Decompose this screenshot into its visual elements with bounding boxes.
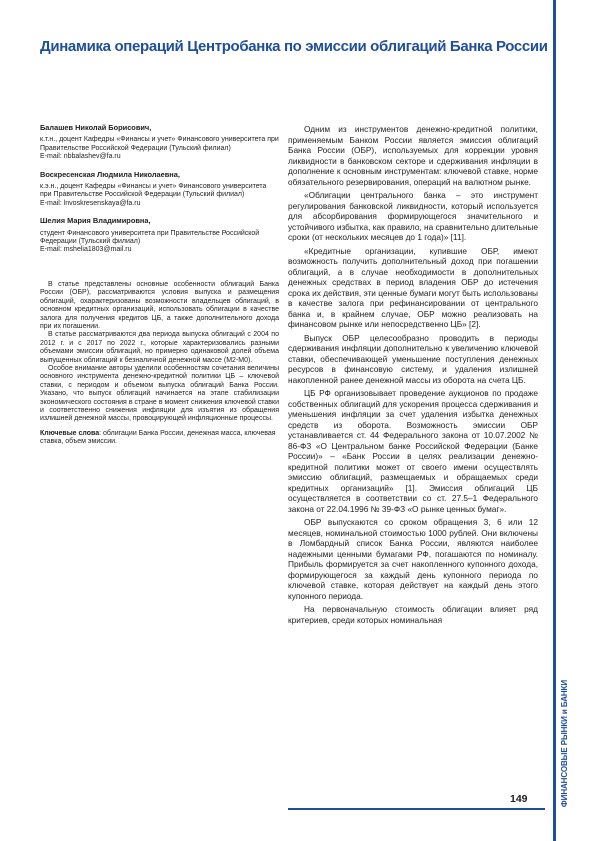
- author-block: [40, 124, 279, 162]
- footer-rule: [288, 808, 545, 810]
- author-name: Балашев Николай Борисович,: [40, 123, 152, 132]
- author-position: студент Финансового университета при Правительстве Российской Федерации (Тульский филиал): [40, 229, 260, 246]
- body-paragraph: Одним из инструментов денежно-кредитной политики, применяемым Банком России является эмиссия облигаций Банка России (ОБР), используемых для коррекции уровня ликвидности в банковском секторе и сдерживания инфляции в дополнение к основным инструментам: ключевой ставке, норме обязательного резервирования, операций на валютном рынке.: [288, 124, 538, 187]
- section-label: ФИНАНСОВЫЕ РЫНКИ и БАНКИ: [560, 680, 569, 808]
- author-position: к.э.н., доцент Кафедры «Финансы и учет» Финансового университета при Правительстве Российской Федерации (Тульский филиал): [40, 183, 267, 199]
- author-email: E-mail: nbbalashev@fa.ru: [40, 153, 121, 161]
- abstract: [40, 281, 279, 424]
- keywords: [40, 430, 279, 447]
- author-block: [40, 217, 279, 255]
- body-paragraph: На первоначальную стоимость облигации влияет ряд критериев, среди которых номинальная: [288, 604, 538, 625]
- abstract-paragraph: В статье представлены основные особенности облигаций Банка России (ОБР), рассматриваются условия выпуска и размещения облигаций, охарактеризованы возможности владельцев облигаций, в основном кредитных организаций, использовать облигации в качестве залога для получения кредитов ЦБ, а также дополнительного дохода при их погашении.: [40, 280, 279, 330]
- author-email: E-mail: mshelia1803@mail.ru: [40, 246, 132, 254]
- abstract-paragraph: Особое внимание авторы уделили особенностям сочетания величины основного инструмента денежно-кредитной политики ЦБ – ключевой ставки, с периодом и объемом выпуска облигаций Банка России. Указано, что выпуск облигаций начинается на этапе стабилизации экономического состояния в стране в момент снижения ключевой ставки и соответственно снижения инфляции для изъятия из обращения излишней денежной массы, провоцирующей инфляционные процессы.: [40, 364, 279, 423]
- abstract-paragraph: В статье рассматриваются два периода выпуска облигаций с 2004 по 2012 г. и с 2017 по 2022 г., которые характеризовались разными объемами эмиссии облигаций, но примерно одинаковой долей объема выпущенных облигаций к безналичной денежной массе (М2-М0).: [40, 331, 279, 364]
- page-number: 149: [510, 793, 528, 805]
- body-paragraph: Выпуск ОБР целесообразно проводить в периоды сдерживания инфляции дополнительно к увеличению ключевой ставки, обеспечивающей уменьшение поступления денежных ресурсов в финансовую систему, и удаления излишней накопленной ранее денежной массы из оборота на счета ЦБ.: [288, 332, 538, 385]
- author-name: Воскресенская Людмила Николаевна,: [40, 169, 180, 179]
- body-paragraph: ЦБ РФ организовывает проведение аукционов по продаже собственных облигаций для ускорения процесса сдерживания и уменьшения инфляции за счет удаления избытка денежных средств из оборота. Возможность эмиссии ОБР устанавливается ст. 44 Федерального закона от 10.07.2002 № 86-ФЗ «О Центральном банке Российской Федерации (Банке России)» – «Банк России в целях реализации денежно-кредитной политики может от своего имени осуществлять эмиссию облигаций, размещаемых и обращаемых среди кредитных организаций» [1]. Эмиссия облигаций ЦБ осуществляется в соответствии со ст. 27.5–1 Федерального закона от 22.04.1996 № 39-ФЗ «О рынке ценных бумаг».: [288, 388, 538, 514]
- left-column: [40, 124, 279, 447]
- body-paragraph: «Облигации центрального банка – это инструмент регулирования банковской ликвидности, который используется для абсорбирования формирующегося значительного и устойчивого избытка, как правило, на сравнительно длительные сроки (от нескольких месяцев до 1 года)» [11].: [288, 190, 538, 242]
- author-block: [40, 171, 279, 209]
- body-paragraph: ОБР выпускаются со сроком обращения 3, 6 или 12 месяцев, номинальной стоимостью 1000 рублей. Они включены в Ломбардный список Банка России, являются наиболее надежными ценными бумагами РФ, погашаются по номиналу. Прибыль формируется за счет накопленного купонного дохода, формирующегося за каждый день купонного периода по ключевой ставке, которая действует на каждый день этого купонного периода.: [288, 517, 538, 601]
- keywords-text: : облигации Банка России, денежная масса, ключевая ставка, объем эмиссии.: [40, 429, 276, 446]
- author-name: Шелия Мария Владимировна,: [40, 216, 151, 226]
- keywords-label: Ключевые слова: [40, 429, 100, 437]
- author-email: E-mail: lnvoskresenskaya@fa.ru: [40, 199, 141, 207]
- author-position: к.т.н., доцент Кафедры «Финансы и учет» Финансового университета при Правительстве Российской Федерации (Тульский филиал): [40, 136, 279, 152]
- body-column: [288, 124, 538, 628]
- article-title: Динамика операций Центробанка по эмиссии облигаций Банка России: [40, 38, 548, 55]
- body-paragraph: «Кредитные организации, купившие ОБР, имеют возможность получить дополнительный доход при погашении облигаций, а в случае необходимости в дополнительных денежных средствах в период владения ОБР до истечения срока их действия, эти ценные бумаги могут быть использованы в качестве залога при рефинансировании от центрального банка и, в крайнем случае, ОБР можно реализовать на финансовом рынке или непосредственно ЦБ» [2].: [288, 245, 538, 329]
- section-sidebar-rule: [553, 0, 556, 841]
